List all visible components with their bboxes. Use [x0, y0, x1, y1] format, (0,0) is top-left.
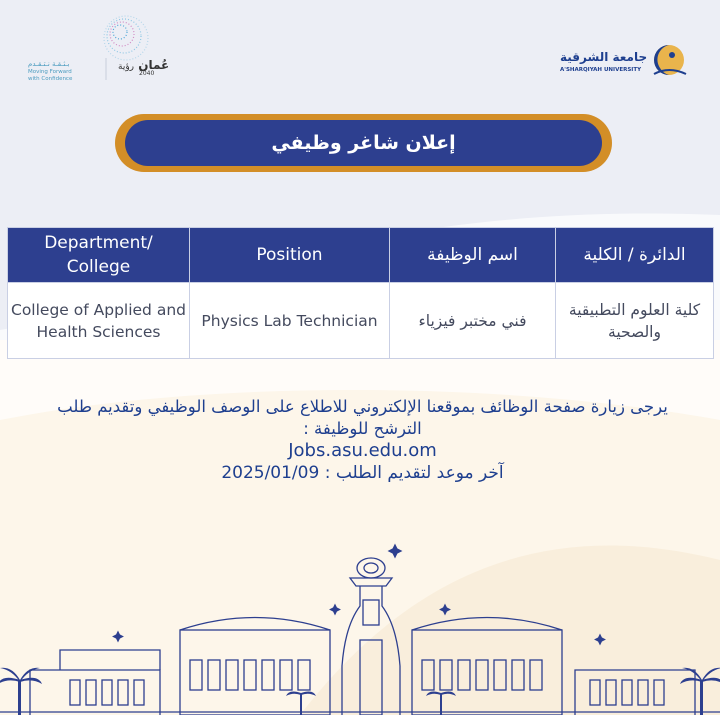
header-department-ar: الدائرة / الكلية [556, 228, 714, 283]
table-header-row [8, 228, 714, 283]
vision-year: 2040 [139, 70, 155, 77]
instructions-text: يرجى زيارة صفحة الوظائف بموقعنا الإلكتروني للاطلاع على الوصف الوظيفي وتقديم طلب الترشح للوظيفة : [57, 397, 668, 438]
header-position-ar: اسم الوظيفة [390, 228, 556, 283]
title-banner: إعلان شاغر وظيفي [125, 120, 602, 166]
jobs-website-link[interactable]: Jobs.asu.edu.om [288, 440, 437, 461]
application-instructions [40, 396, 685, 484]
vision-word: رؤية [118, 62, 135, 72]
cell-college-en: College of Applied and Health Sciences [8, 283, 190, 359]
campus-skyline-illustration [0, 540, 720, 715]
vision-tagline-ar: بـثـقـة نـتـقـدم [28, 60, 70, 68]
cell-position-ar: فني مختبر فيزياء [390, 283, 556, 359]
university-name-en: A'SHARQIYAH UNIVERSITY [560, 67, 642, 73]
university-name-ar: جامعة الشرقية [560, 50, 648, 64]
cell-college-ar: كلية العلوم التطبيقية والصحية [556, 283, 714, 359]
application-deadline: آخر موعد لتقديم الطلب : 2025/01/09 [221, 463, 504, 483]
vision-tagline-line2: with Confidence [28, 76, 73, 82]
vision-tagline-line1: Moving Forward [28, 69, 72, 75]
cell-position-en: Physics Lab Technician [190, 283, 390, 359]
header-position: Position [190, 228, 390, 283]
job-vacancy-table [7, 227, 714, 359]
table-row [8, 283, 714, 359]
header-department-college: Department/ College [8, 228, 190, 283]
vision-oman-text: عُمان [138, 58, 170, 72]
vision-tagline-en [28, 69, 72, 83]
